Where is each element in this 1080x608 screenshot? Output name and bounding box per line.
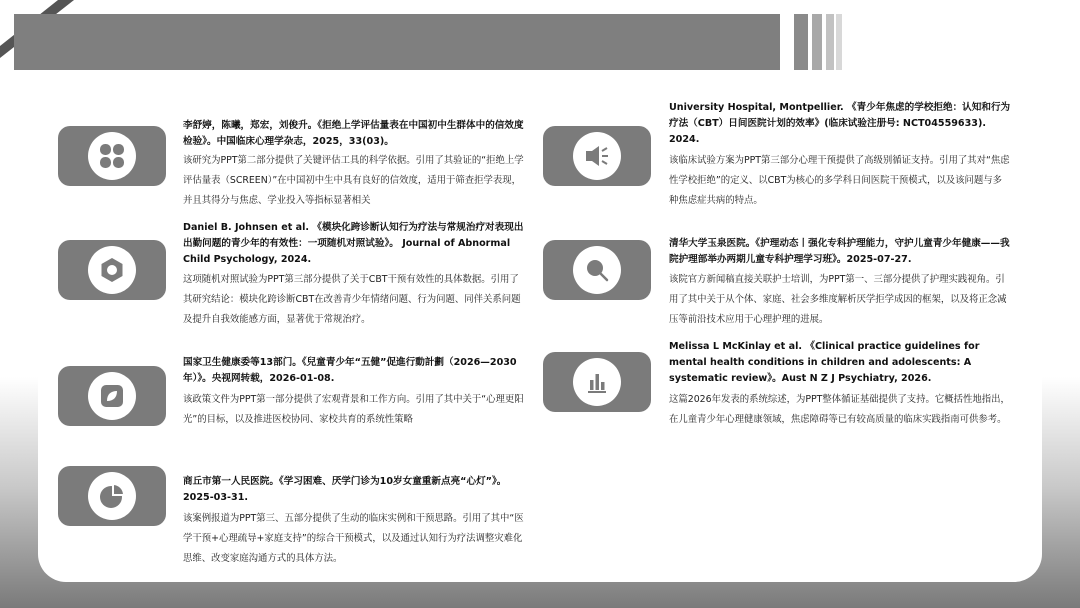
hexagon-nut-icon — [88, 246, 136, 294]
entry-icon-box — [58, 366, 166, 426]
entry-icon-box — [543, 240, 651, 300]
reference-description: 该政策文件为PPT第一部分提供了宏观背景和工作方向。引用了其中关于“心理更阳光”的目标，以及推进医校协同、家校共育的系统性策略 — [183, 394, 524, 425]
reference-description: 该研究为PPT第二部分提供了关键评估工具的科学依据。引用了其验证的“拒绝上学评估量表（SCREEN）”在中国初中生中具有良好的信效度，适用于筛查拒学表现，并且其得分与焦虑、学业投入等指标显著相关 — [183, 155, 524, 206]
bar-chart-icon — [573, 358, 621, 406]
entry-icon-box — [58, 126, 166, 186]
search-icon — [573, 246, 621, 294]
megaphone-icon — [573, 132, 621, 180]
reference-description: 这项随机对照试验为PPT第三部分提供了关于CBT干预有效性的具体数据。引用了其研究结论：模块化跨诊断CBT在改善青少年情绪问题、行为问题、同伴关系问题及提升自我效能感方面，显著优于常规治疗。 — [183, 274, 521, 325]
stripe-decoration — [794, 14, 808, 70]
reference-citation: University Hospital, Montpellier. 《青少年焦虑的学校拒绝：认知和行为疗法（CBT）日间医院计划的效率》(临床试验注册号: NCT04559633). 2024. — [669, 102, 1011, 145]
reference-citation: 清华大学玉泉医院。《护理动态丨强化专科护理能力，守护儿童青少年健康——我院护理部举办两期儿童专科护理学习班》。2025-07-27. — [669, 238, 1010, 265]
reference-citation: Daniel B. Johnsen et al. 《模块化跨诊断认知行为疗法与常规治疗对表现出出勤问题的青少年的有效性：一项随机对照试验》。 Journal of Abnormal Child Psychology, 2024. — [183, 222, 524, 265]
leaf-icon — [88, 372, 136, 420]
reference-description: 该院官方新闻稿直接关联护士培训，为PPT第一、三部分提供了护理实践视角。引用了其中关于从个体、家庭、社会多维度解析厌学拒学成因的框架，以及将正念减压等前沿技术应用于心理护理的进展。 — [669, 274, 1007, 325]
clover-icon — [88, 132, 136, 180]
reference-citation: 商丘市第一人民医院。《学习困难、厌学门诊为10岁女童重新点亮“心灯”》。2025-03-31. — [183, 476, 507, 503]
entry-icon-box — [543, 352, 651, 412]
entry-icon-box — [543, 126, 651, 186]
pie-chart-icon — [88, 472, 136, 520]
stripe-decoration — [812, 14, 822, 70]
reference-citation: 国家卫生健康委等13部门。《兒童青少年“五健”促進行動計劃（2026—2030年）》。央视网转载，2026-01-08. — [183, 357, 517, 384]
reference-description: 这篇2026年发表的系统综述，为PPT整体循证基础提供了支持。它概括性地指出，在儿童青少年心理健康领域，焦虑障碍等已有较高质量的临床实践指南可供参考。 — [669, 394, 1010, 425]
reference-citation: 李舒婷，陈曦，郑宏，刘俊升。《拒绝上学评估量表在中国初中生群体中的信效度检验》。中国临床心理学杂志，2025，33(03)。 — [183, 120, 524, 147]
stripe-decoration — [826, 14, 834, 70]
reference-description: 该临床试验方案为PPT第三部分心理干预提供了高级别循证支持。引用了其对“焦虑性学校拒绝”的定义、以CBT为核心的多学科日间医院干预模式，以及该问题与多种焦虑症共病的特点。 — [669, 155, 1010, 206]
title-bar — [14, 14, 780, 70]
entry-icon-box — [58, 240, 166, 300]
reference-description: 该案例报道为PPT第三、五部分提供了生动的临床实例和干预思路。引用了其中“医学干预+心理疏导+家庭支持”的综合干预模式，以及通过认知行为疗法调整灾难化思维、改变家庭沟通方式的具体方法。 — [183, 513, 524, 564]
reference-citation: Melissa L McKinlay et al. 《Clinical practice guidelines for mental health conditions in children and adolescents: A systematic review》。Aust N Z J Psychiatry, 2026. — [669, 341, 980, 384]
entry-icon-box — [58, 466, 166, 526]
stripe-decoration — [836, 14, 842, 70]
